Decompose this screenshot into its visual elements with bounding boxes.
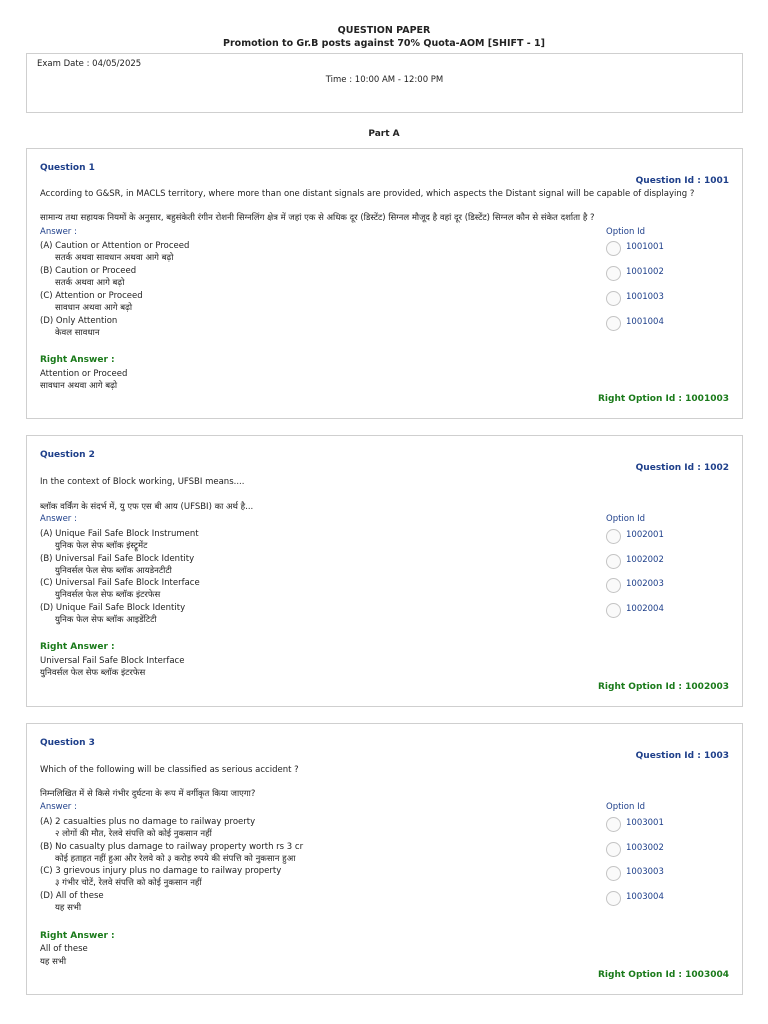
- right-answer-en: Attention or Proceed: [40, 369, 128, 379]
- question-text-hi: सामान्य तथा सहायक नियमों के अनुसार, बहुसंकेती रंगीन रोशनी सिग्नलिंग क्षेत्र में जहां एक से अधिक दूर (डिस्टेंट) सिग्नल मौजूद है वहां दूर (डिस्टेंट) सिग्नल कौन से संकेत दर्शाता है ?: [40, 213, 595, 223]
- right-option-id: Right Option Id : 1001003: [598, 394, 729, 404]
- option-id: 1001002: [626, 267, 664, 277]
- option-id: 1001003: [626, 292, 664, 302]
- option-id: 1002002: [626, 555, 664, 565]
- option-id: 1002003: [626, 579, 664, 589]
- option-id-label: Option Id: [606, 514, 645, 524]
- option-text-hi: यह सभी: [55, 903, 82, 913]
- option-row: [40, 266, 740, 291]
- option-id: 1001004: [626, 317, 664, 327]
- option-radio[interactable]: [606, 603, 621, 618]
- page-header: [0, 25, 768, 50]
- right-answer-hi: युनिवर्सल फेल सेफ ब्लॉक इंटरफेस: [40, 668, 146, 678]
- question-text-en: According to G&SR, in MACLS territory, where more than one distant signals are provided, which aspects the Distant signal will be capable of displaying ?: [40, 189, 695, 199]
- option-row: [40, 291, 740, 316]
- question-card: [26, 435, 743, 707]
- question-card: [26, 148, 743, 419]
- option-id: 1003003: [626, 867, 664, 877]
- question-title: Question 3: [40, 738, 95, 748]
- option-row: [40, 554, 740, 579]
- option-text-en: (C) Attention or Proceed: [40, 291, 143, 301]
- question-id: Question Id : 1001: [635, 176, 729, 186]
- paper-title: QUESTION PAPER: [337, 25, 431, 36]
- right-answer-label: Right Answer :: [40, 931, 115, 941]
- exam-date: Exam Date : 04/05/2025: [37, 59, 142, 69]
- option-row: [40, 241, 740, 266]
- option-row: [40, 603, 740, 628]
- option-text-en: (D) Unique Fail Safe Block Identity: [40, 603, 186, 613]
- option-id: 1003002: [626, 843, 664, 853]
- right-option-id: Right Option Id : 1003004: [598, 970, 729, 980]
- question-id: Question Id : 1002: [635, 463, 729, 473]
- option-radio[interactable]: [606, 554, 621, 569]
- option-id: 1001001: [626, 242, 664, 252]
- option-row: [40, 866, 740, 891]
- question-card: [26, 723, 743, 995]
- question-title: Question 2: [40, 450, 95, 460]
- option-text-en: (D) All of these: [40, 891, 104, 901]
- option-radio[interactable]: [606, 529, 621, 544]
- option-text-en: (B) No casualty plus damage to railway property worth rs 3 cr: [40, 842, 304, 852]
- option-row: [40, 578, 740, 603]
- option-text-en: (A) Unique Fail Safe Block Instrument: [40, 529, 199, 539]
- option-id: 1002004: [626, 604, 664, 614]
- option-row: [40, 842, 740, 867]
- exam-info-box: [26, 53, 743, 113]
- option-text-hi: कोई हताहत नहीं हुआ और रेलवे को ३ करोड़ रुपये की संपत्ति को नुकसान हुआ: [55, 854, 296, 864]
- right-answer-en: All of these: [40, 944, 88, 954]
- option-id: 1002001: [626, 530, 664, 540]
- option-text-hi: सतर्क अथवा आगे बढ़ो: [55, 278, 125, 288]
- exam-time: Time : 10:00 AM - 12:00 PM: [325, 75, 444, 85]
- option-text-hi: युनिवर्सल फेल सेफ ब्लॉक आयडेनटीटी: [55, 566, 172, 576]
- option-radio[interactable]: [606, 316, 621, 331]
- question-text-en: In the context of Block working, UFSBI means....: [40, 477, 245, 487]
- question-id: Question Id : 1003: [635, 751, 729, 761]
- option-text-hi: युनिवर्सल फेल सेफ ब्लॉक इंटरफेस: [55, 590, 161, 600]
- option-text-hi: युनिक फेल सेफ ब्लॉक इंस्ट्रूमेंट: [55, 541, 148, 551]
- option-radio[interactable]: [606, 291, 621, 306]
- right-answer-hi: सावधान अथवा आगे बढ़ो: [40, 381, 118, 391]
- option-id: 1003001: [626, 818, 664, 828]
- option-text-en: (B) Universal Fail Safe Block Identity: [40, 554, 195, 564]
- option-radio[interactable]: [606, 266, 621, 281]
- option-radio[interactable]: [606, 891, 621, 906]
- option-row: [40, 529, 740, 554]
- right-answer-label: Right Answer :: [40, 355, 115, 365]
- option-text-en: (C) Universal Fail Safe Block Interface: [40, 578, 200, 588]
- question-title: Question 1: [40, 163, 95, 173]
- option-text-en: (C) 3 grievous injury plus no damage to railway property: [40, 866, 282, 876]
- question-text-en: Which of the following will be classified as serious accident ?: [40, 765, 299, 775]
- option-text-hi: युनिक फेल सेफ ब्लॉक आइडेंटिटी: [55, 615, 157, 625]
- option-text-hi: ३ गंभीर चोटें, रेलवे संपत्ति को कोई नुकसान नहीं: [55, 878, 202, 888]
- option-row: [40, 817, 740, 842]
- option-radio[interactable]: [606, 578, 621, 593]
- option-text-en: (D) Only Attention: [40, 316, 118, 326]
- right-option-id: Right Option Id : 1002003: [598, 682, 729, 692]
- option-text-hi: २ लोगों की मौत, रेलवे संपत्ति को कोई नुकसान नहीं: [55, 829, 212, 839]
- answer-label: Answer :: [40, 227, 77, 237]
- right-answer-label: Right Answer :: [40, 642, 115, 652]
- option-id-label: Option Id: [606, 802, 645, 812]
- option-radio[interactable]: [606, 241, 621, 256]
- option-radio[interactable]: [606, 817, 621, 832]
- option-text-hi: सावधान अथवा आगे बढ़ो: [55, 303, 133, 313]
- question-text-hi: निम्नलिखित में से किसे गंभीर दुर्घटना के रूप में वर्गीकृत किया जाएगा?: [40, 789, 256, 799]
- option-id: 1003004: [626, 892, 664, 902]
- option-text-en: (A) Caution or Attention or Proceed: [40, 241, 190, 251]
- option-id-label: Option Id: [606, 227, 645, 237]
- answer-label: Answer :: [40, 514, 77, 524]
- question-text-hi: ब्लॉक वर्किंग के संदर्भ में, यु एफ एस बी आय (UFSBI) का अर्थ है...: [40, 502, 254, 512]
- option-text-en: (B) Caution or Proceed: [40, 266, 137, 276]
- option-radio[interactable]: [606, 842, 621, 857]
- paper-subtitle: Promotion to Gr.B posts against 70% Quota-AOM [SHIFT - 1]: [223, 38, 545, 49]
- right-answer-hi: यह सभी: [40, 957, 67, 967]
- right-answer-en: Universal Fail Safe Block Interface: [40, 656, 185, 666]
- option-radio[interactable]: [606, 866, 621, 881]
- option-row: [40, 891, 740, 916]
- option-text-hi: केवल सावधान: [55, 328, 100, 338]
- answer-label: Answer :: [40, 802, 77, 812]
- option-row: [40, 316, 740, 341]
- option-text-en: (A) 2 casualties plus no damage to railway proerty: [40, 817, 256, 827]
- part-heading: Part A: [368, 129, 400, 139]
- option-text-hi: सतर्क अथवा सावधान अथवा आगे बढ़ो: [55, 253, 174, 263]
